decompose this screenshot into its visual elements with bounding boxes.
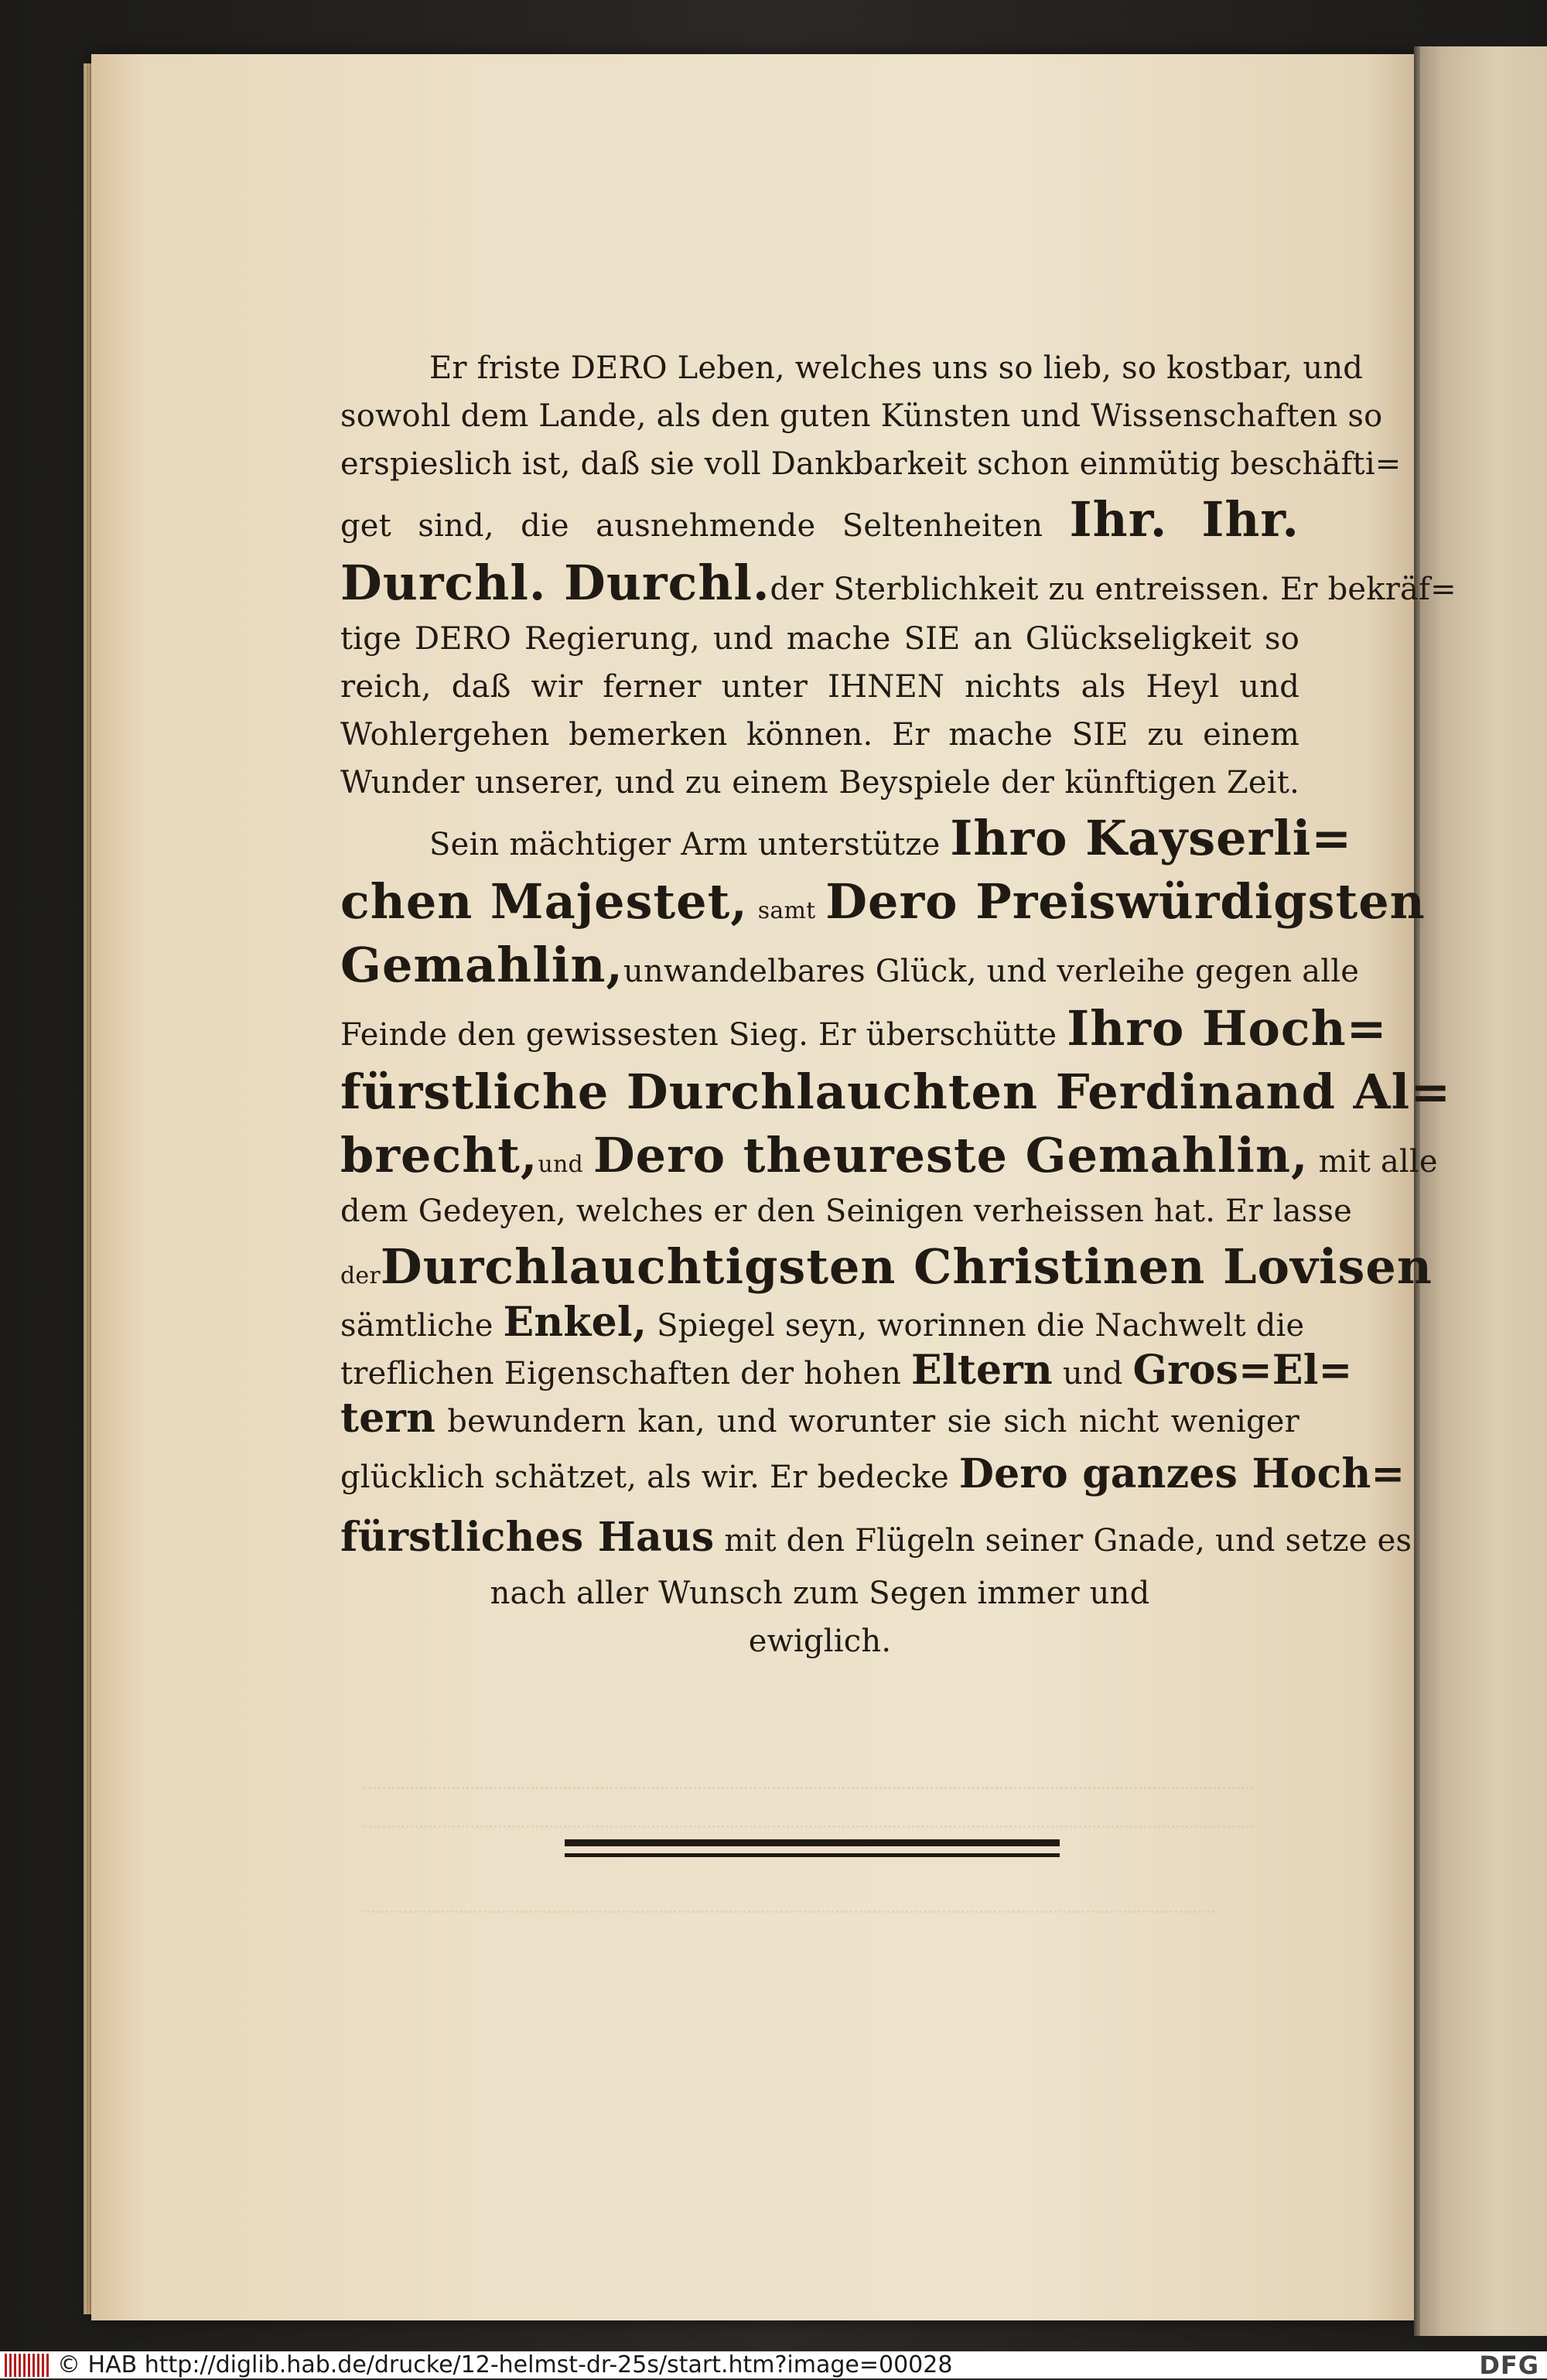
text-line: chen Majestet, samt Dero Preiswürdigsten [340,873,1426,930]
show-through [364,1880,1214,1913]
show-through [364,1756,1253,1789]
text-line: derDurchlauchtigsten Christinen Lovisen [340,1238,1433,1295]
text-line: get sind, die ausnehmende Seltenheiten Ihr. Ihr. [340,491,1299,548]
text-line: Wohlergehen bemerken können. Er mache SIE zu einem [340,717,1299,753]
text-line: treflichen Eigenschaften der hohen Eltern und Gros=El= [340,1347,1353,1394]
text-line: Wunder unserer, und zu einem Beyspiele der künftigen Zeit. [340,765,1299,801]
text-line: fürstliche Durchlauchten Ferdinand Al= [340,1064,1452,1120]
dfg-logo: DFG [1479,2350,1539,2380]
text-line: Sein mächtiger Arm unterstütze Ihro Kayserli= [429,810,1353,866]
text-line: sowohl dem Lande, als den guten Künsten und Wissenschaften so [340,398,1383,434]
text-line: ewiglich. [748,1624,892,1659]
hab-logo-icon [5,2354,51,2377]
viewer-footer [0,2351,1547,2378]
facing-page-edge [1420,46,1547,2336]
permalink-text[interactable]: © HAB http://diglib.hab.de/drucke/12-helmst-dr-25s/start.htm?image=00028 [57,2351,953,2378]
rule-line-thin [565,1853,1060,1857]
main-text [340,344,1457,1665]
text-line: Gemahlin,unwandelbares Glück, und verleihe gegen alle [340,937,1360,993]
rule-line-thick [565,1839,1060,1846]
text-line: nach aller Wunsch zum Segen immer und [490,1576,1150,1611]
text-line: reich, daß wir ferner unter IHNEN nichts als Heyl und [340,669,1299,705]
text-line: erspieslich ist, daß sie voll Dankbarkeit schon einmütig beschäfti= [340,446,1402,482]
text-line: Durchl. Durchl.der Sterblichkeit zu entreissen. Er bekräf= [340,555,1457,611]
text-line: Feinde den gewissesten Sieg. Er überschütte Ihro Hoch= [340,1000,1388,1057]
text-line: dem Gedeyen, welches er den Seinigen verheissen hat. Er lasse [340,1193,1353,1229]
text-line: sämtliche Enkel, Spiegel seyn, worinnen die Nachwelt die [340,1299,1305,1346]
text-line: Er friste DERO Leben, welches uns so lieb, so kostbar, und [429,350,1364,386]
text-line: tern bewundern kan, und worunter sie sich nicht weniger [340,1395,1300,1442]
text-line: brecht,und Dero theureste Gemahlin, mit alle [340,1127,1438,1183]
text-line: glücklich schätzet, als wir. Er bedecke Dero ganzes Hoch= [340,1450,1405,1497]
closing-double-rule [565,1839,1060,1863]
text-line: tige DERO Regierung, und mache SIE an Glückseligkeit so [340,621,1299,657]
text-line: fürstliches Haus mit den Flügeln seiner Gnade, und setze es [340,1514,1412,1561]
show-through [364,1794,1253,1828]
